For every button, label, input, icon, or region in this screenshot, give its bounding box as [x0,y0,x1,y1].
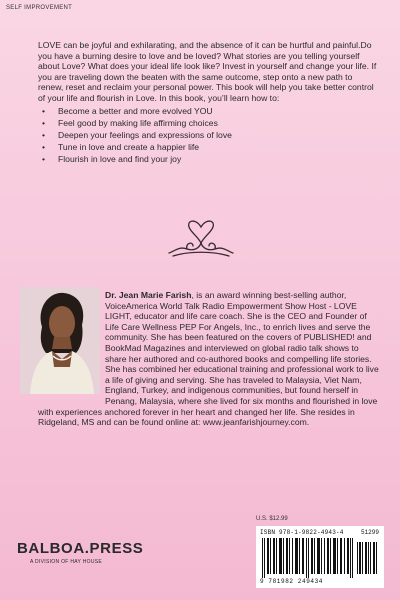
publisher-dot: . [84,540,90,557]
author-bio [38,290,381,428]
publisher-name-left: BALBOA [17,540,85,557]
list-item: • Deepen your feelings and expressions of love [38,129,378,141]
blurb-paragraph: LOVE can be joyful and exhilarating, and the absence of it can be hurtful and painful.Do you have a burning desire to love and be loved? What stories are you telling yourself about Love? What does your ideal life look like? Invest in yourself and change your life. If you are traveling down the beaten with the same outcome, step onto a new path to renew, reset and reclaim your personal power. This book will help you take better control of your life and flourish in Love. In this book, you’ll learn how to: [38,40,377,103]
back-cover-blurb [38,40,378,165]
heart-flourish-ornament [163,213,239,261]
list-item: • Become a better and more evolved YOU [38,105,378,117]
price-code: 51299 [360,529,379,536]
isbn-label: ISBN 978-1-9822-4943-4 [260,529,344,536]
bio-text: , is an award winning best-selling author, VoiceAmerica World Talk Radio Empowerment Show Host - LOVE LIGHT, educator and life care coach. She is the CEO and Founder of Life Care Wellness PEP For Angels, Inc., to enrich lives and serve the community. She has been featured on the covers of PUBLISHED! and BookMad Magazines and interviewed on global radio talk shows to share her authored and co-authored books and compelling life stories. She has combined her educational training and professional work to live a life of giving and serving. She has traveled to Malaysia, Viet Nam, England, Turkey, and indigenous communities, but found herself in Penang, Malaysia, where she lived for six months and flourished in love with experiences anchored forever in her heart and changed her life. She resides in Ridgeland, MS and can be found online at: www.jeanfarishjourney.com. [38,290,379,428]
list-item: • Feel good by making life affirming choices [38,117,378,129]
publisher-logo [17,540,143,557]
isbn-barcode [256,526,384,588]
photo-spacer [38,290,105,396]
learning-list [38,105,378,165]
barcode-number: 9 781982 249434 [260,578,324,585]
author-name: Dr. Jean Marie Farish [105,290,192,300]
price-label: U.S. $12.99 [256,516,288,522]
publisher-tagline: A DIVISION OF HAY HOUSE [30,559,103,565]
list-item: • Flourish in love and find your joy [38,153,378,165]
publisher-name-right: PRESS [89,540,144,557]
list-item: • Tune in love and create a happier life [38,141,378,153]
barcode-icon [260,538,380,578]
genre-label: SELF IMPROVEMENT [6,5,73,11]
